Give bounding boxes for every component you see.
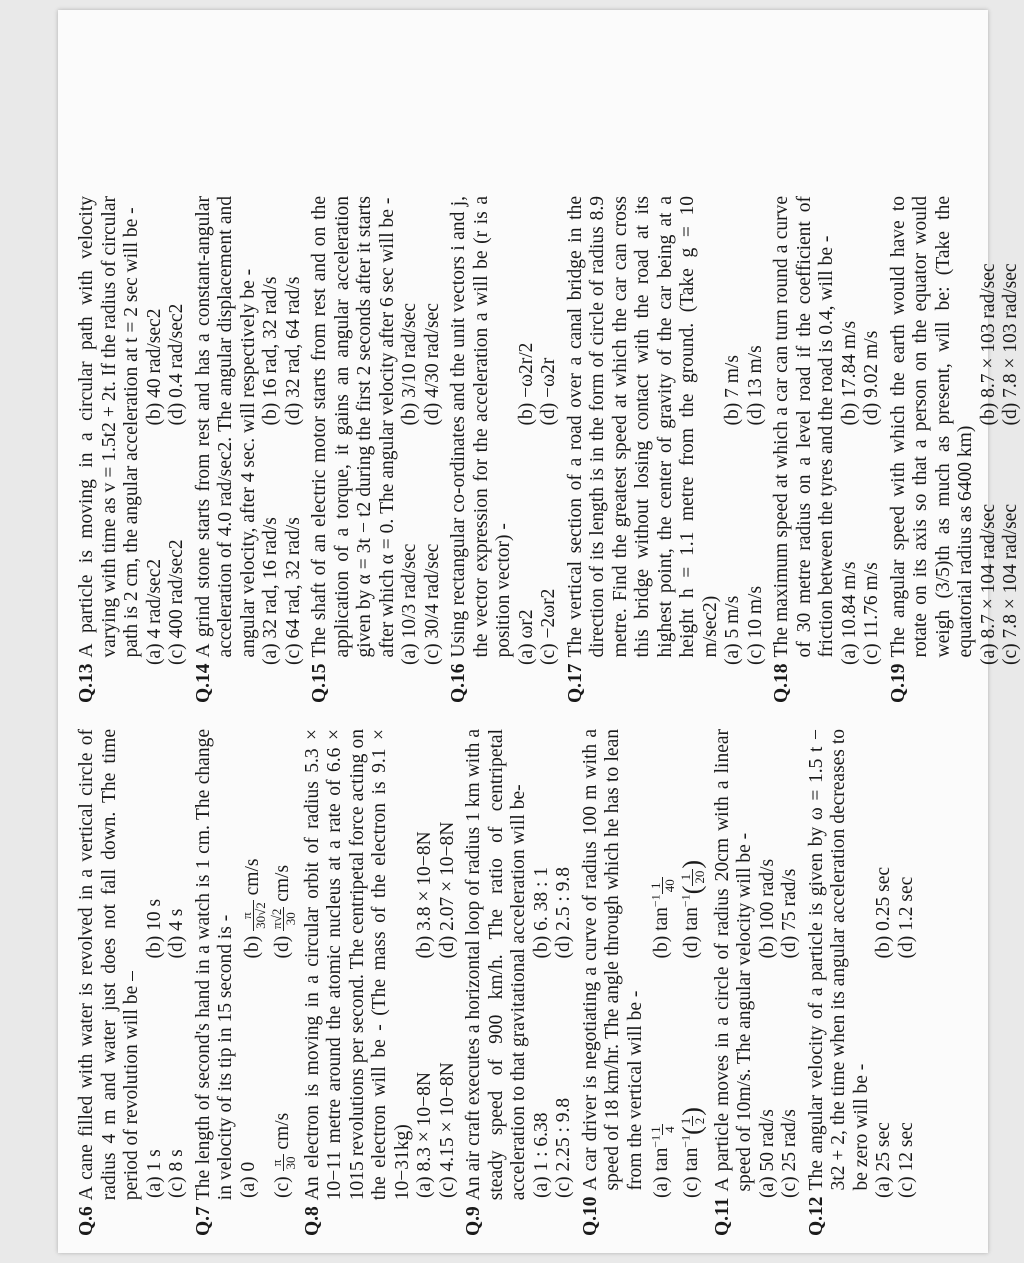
question-number: Q.14 bbox=[192, 663, 214, 703]
question-block bbox=[580, 729, 708, 1236]
numerator: 1 bbox=[678, 1117, 694, 1125]
numerator: 1 bbox=[649, 877, 663, 894]
question-number: Q.12 bbox=[805, 1196, 827, 1236]
question-block bbox=[193, 196, 306, 703]
option-label: (d) 9.02 m/s bbox=[861, 330, 882, 426]
question-number: Q.15 bbox=[309, 663, 330, 703]
option: (c) $\tan^{-1}$( 1 2 ) bbox=[677, 1107, 708, 1198]
option-label: (d) 7.8 × 103 rad/sec bbox=[1000, 263, 1021, 426]
question-number: Q.16 bbox=[448, 663, 469, 703]
fraction bbox=[270, 1154, 297, 1171]
question-head bbox=[193, 729, 238, 1236]
option-label: (b) 0.25 sec bbox=[873, 866, 895, 959]
option bbox=[873, 729, 896, 959]
question-text: A particle moves in a circle of radius 20cm with a linear speed of 10m/s. The angular velocity will be - bbox=[711, 729, 756, 1192]
option bbox=[861, 436, 884, 666]
option bbox=[437, 729, 460, 959]
question-text: Using rectangular co-ordinates and the unit vectors i and j, the vector expression for the acceleration a will be (r is a position vector) - bbox=[448, 196, 514, 658]
question-block bbox=[302, 729, 460, 1236]
options bbox=[260, 196, 305, 665]
option-label: (b) 16 rad, 32 rad/s bbox=[260, 276, 281, 426]
question-head bbox=[463, 729, 531, 1236]
denominator: 30 bbox=[282, 912, 298, 926]
option bbox=[745, 196, 768, 426]
option-label: (a) 10/3 rad/sec bbox=[399, 543, 420, 665]
numerator: 1 bbox=[648, 1126, 664, 1133]
option bbox=[896, 969, 919, 1199]
options bbox=[722, 196, 767, 665]
question-text: The angular velocity of a particle is given by ω = 1.5 t − 3t2 + 2, the time when its angular acceleration decreases to be zero will be - bbox=[805, 729, 872, 1191]
option-label: (a) 4 rad/sec2 bbox=[143, 558, 165, 665]
options bbox=[647, 729, 708, 1198]
question-head bbox=[193, 196, 261, 703]
question-number: Q.18 bbox=[771, 663, 792, 703]
question-head bbox=[712, 729, 757, 1236]
option-label: (d) 2.07 × 10−8N bbox=[436, 821, 458, 959]
option bbox=[144, 436, 167, 666]
option bbox=[553, 729, 576, 959]
option-label: (b) 3.8 × 10−8N bbox=[414, 831, 435, 959]
option-label: (b) 10 s bbox=[143, 898, 165, 959]
option-label: (d) 0.4 rad/sec2 bbox=[166, 303, 187, 426]
question-block bbox=[309, 196, 444, 703]
option bbox=[722, 436, 745, 666]
option bbox=[399, 436, 422, 666]
denominator: 30√2 bbox=[252, 902, 268, 929]
options bbox=[238, 729, 298, 1198]
option-label: (a) 50 rad/s bbox=[756, 1109, 778, 1198]
unit-label: cm/s bbox=[241, 858, 263, 896]
question-number: Q.17 bbox=[564, 663, 586, 703]
question-block bbox=[76, 729, 189, 1236]
question-head bbox=[580, 729, 648, 1236]
option bbox=[647, 729, 677, 959]
option bbox=[516, 436, 539, 666]
option-label: (c) 10 m/s bbox=[744, 585, 766, 665]
option-label: (c) 4.15 × 10−8N bbox=[436, 1062, 458, 1198]
option bbox=[896, 729, 919, 959]
numerator: π√2 bbox=[268, 908, 284, 929]
option-label: (c) 25 rad/s bbox=[779, 1109, 801, 1198]
inverse-exponent: −1 bbox=[678, 1134, 693, 1148]
unit-label: cm/s bbox=[271, 1112, 293, 1150]
option bbox=[978, 196, 1001, 426]
option-label: (d) 32 rad, 64 rad/s bbox=[282, 276, 304, 426]
option bbox=[238, 729, 268, 959]
option bbox=[1000, 436, 1023, 666]
option-label: (c) 12 sec bbox=[895, 1122, 917, 1198]
option-label: (c) 64 rad, 32 rad/s bbox=[282, 517, 304, 665]
option bbox=[166, 196, 189, 426]
question-text: The angular speed with which the earth would have to rotate on its axis so that a person on the equator would weigh (3/5)th as much as present, will be: (Take the equatorial radius as 6400 km) bbox=[887, 196, 976, 658]
option-label: (c) 7.8 × 104 rad/sec bbox=[1000, 504, 1021, 665]
fraction bbox=[679, 869, 706, 886]
question-block bbox=[565, 196, 768, 703]
question-text: A grind stone starts from rest and has a constant-angular acceleration of 4.0 rad/sec2. The angular displacement and angular velocity, after 4 sec. will respectively be - bbox=[192, 196, 259, 658]
option bbox=[722, 196, 745, 426]
rotated-content bbox=[76, 196, 1021, 1236]
option bbox=[260, 196, 283, 426]
question-text: The length of second's hand in a watch is 1 cm. The change in velocity of its tip in 15 second is - bbox=[192, 729, 236, 1201]
option-label: (b) 17.84 m/s bbox=[838, 320, 860, 426]
question-number: Q.9 bbox=[463, 1206, 484, 1236]
denominator: 20 bbox=[692, 870, 708, 884]
question-head bbox=[76, 196, 144, 703]
option-label: (a) 25 sec bbox=[873, 1122, 895, 1198]
question-number: Q.11 bbox=[711, 1197, 733, 1236]
option bbox=[839, 436, 862, 666]
option-label: (c) bbox=[271, 1176, 293, 1198]
question-number: Q.8 bbox=[301, 1206, 323, 1236]
option-label: (b) bbox=[241, 935, 263, 959]
option bbox=[839, 196, 862, 426]
option-label: (d) 4/30 rad/sec bbox=[421, 303, 443, 426]
option bbox=[861, 196, 884, 426]
numerator: π bbox=[240, 900, 254, 931]
option bbox=[422, 196, 445, 426]
question-block bbox=[806, 729, 919, 1236]
question-text: The maximum speed at which a car can turn round a curve of 30 metre radius on a level road if the coefficient of friction between the tyres and the road is 0.4, will be - bbox=[771, 196, 837, 658]
document-page bbox=[58, 10, 1021, 1253]
options bbox=[757, 729, 802, 1198]
option-label: (b) 8.7 × 103 rad/sec bbox=[977, 263, 999, 426]
option-label: (c) tan bbox=[681, 1147, 702, 1198]
option-label: (b) −ω2r/2 bbox=[515, 342, 537, 426]
question-block bbox=[888, 196, 1023, 703]
option-label: (d) 4 s bbox=[166, 908, 187, 959]
option bbox=[166, 436, 189, 666]
option bbox=[260, 436, 283, 666]
option-label: (a) 1 : 6.38 bbox=[530, 1112, 552, 1198]
question-block bbox=[463, 729, 576, 1236]
option bbox=[757, 729, 780, 959]
option bbox=[516, 196, 539, 426]
option-label: (d) −ω2r bbox=[538, 357, 559, 426]
options bbox=[144, 729, 189, 1198]
question-text: A cane filled with water is revolved in a vertical circle of radius 4 m and water just does not fall down. The time period of revolution will be – bbox=[76, 729, 142, 1201]
option-label: (c) 400 rad/sec2 bbox=[166, 539, 187, 665]
question-text: The vertical section of a road over a canal bridge in the direction of its length is in the form of circle of radius 8.9 metre. Find the greatest speed at which the car can cross this bridge without losing contact with the road at its highest point, the center of gravity of the car being at a height h = 1.1 metre from the ground. (Take g = 10 m/sec2) bbox=[564, 196, 721, 658]
right-column bbox=[76, 196, 1021, 703]
question-head bbox=[771, 196, 839, 703]
option-label: (d) 13 m/s bbox=[744, 345, 766, 426]
option bbox=[978, 436, 1001, 666]
option-label: (a) 10.84 m/s bbox=[838, 561, 860, 665]
inverse-exponent: −1 bbox=[678, 894, 693, 908]
question-text: The shaft of an electric motor starts from rest and on the application of a torque, it gains an angular acceleration given by α = 3t − t2 during the first 2 seconds after it starts after which α = 0. The angular velocity after 6 sec will be - bbox=[309, 196, 398, 658]
inverse-exponent: −1 bbox=[648, 1134, 663, 1148]
question-number: Q.6 bbox=[76, 1206, 97, 1236]
option-label: (c) 30/4 rad/sec bbox=[421, 543, 443, 665]
option bbox=[745, 436, 768, 666]
option bbox=[538, 436, 561, 666]
option bbox=[144, 729, 167, 959]
option-label: (b) 7 m/s bbox=[722, 355, 743, 426]
option-label: (d) 2.5 : 9.8 bbox=[553, 866, 574, 959]
option bbox=[553, 969, 576, 1199]
question-block bbox=[448, 196, 561, 703]
option bbox=[268, 729, 298, 959]
option-label: (d) 1.2 sec bbox=[895, 876, 917, 959]
option bbox=[647, 969, 677, 1199]
option bbox=[414, 969, 437, 1199]
option-label: (a) 0 bbox=[237, 1161, 259, 1198]
option bbox=[531, 969, 554, 1199]
option-label: (b) tan bbox=[651, 907, 672, 959]
numerator: π bbox=[270, 1154, 284, 1171]
question-head bbox=[76, 729, 144, 1236]
option-label: (c) 8 s bbox=[166, 1149, 187, 1198]
option bbox=[399, 196, 422, 426]
option: (d) $\tan^{-1}$( 1 20 ) bbox=[677, 859, 708, 959]
question-block bbox=[193, 729, 298, 1236]
question-text: An electron is moving in a circular orbit of radius 5.3 × 10−11 metre around the atomic nucleus at a rate of 6.6 × 1015 revolutions per second. The centripetal force acting on the electron will be - (The mass of the electron is 9.1 × 10−31kg) bbox=[301, 729, 413, 1201]
option-label: (b) 3/10 rad/sec bbox=[399, 303, 420, 426]
option bbox=[1000, 196, 1023, 426]
option-label: (b) 6. 38 : 1 bbox=[530, 866, 552, 959]
options bbox=[978, 196, 1023, 665]
option bbox=[144, 196, 167, 426]
fraction bbox=[240, 900, 267, 931]
option-label: (c) 11.76 m/s bbox=[861, 562, 882, 665]
options bbox=[399, 196, 444, 665]
option-label: (a) 8.7 × 104 rad/sec bbox=[977, 504, 999, 665]
option-label: (d) 75 rad/s bbox=[779, 868, 801, 959]
option-label: (c) 2.25 : 9.8 bbox=[553, 1097, 574, 1198]
fraction bbox=[649, 877, 676, 894]
fraction bbox=[679, 1116, 706, 1127]
option-label: (d) tan bbox=[681, 907, 702, 959]
option bbox=[166, 729, 189, 959]
question-number: Q.13 bbox=[76, 663, 97, 703]
question-head bbox=[448, 196, 516, 703]
option-label: (a) 1 s bbox=[143, 1149, 165, 1198]
option bbox=[238, 969, 268, 1199]
options bbox=[414, 729, 459, 1198]
question-number: Q.10 bbox=[579, 1196, 601, 1236]
question-number: Q.7 bbox=[192, 1206, 214, 1236]
question-text: A car driver is negotiating a curve of radius 100 m with a speed of 18 km/hr. The angle through which he has to lean from the vertical will be - bbox=[579, 729, 646, 1191]
unit-label: cm/s bbox=[271, 864, 293, 902]
options bbox=[531, 729, 576, 1198]
option-label: (b) 100 rad/s bbox=[756, 858, 778, 959]
question-number: Q.19 bbox=[887, 663, 909, 703]
option bbox=[283, 196, 306, 426]
option bbox=[538, 196, 561, 426]
options bbox=[144, 196, 189, 665]
option-label: (b) 40 rad/sec2 bbox=[143, 308, 165, 426]
option bbox=[779, 729, 802, 959]
question-head bbox=[806, 729, 874, 1236]
denominator: 40 bbox=[662, 879, 678, 893]
question-block bbox=[76, 196, 189, 703]
inverse-exponent: −1 bbox=[648, 894, 663, 908]
option-label: (a) 5 m/s bbox=[722, 595, 743, 665]
question-head bbox=[309, 196, 399, 703]
question-head bbox=[302, 729, 415, 1236]
option bbox=[166, 969, 189, 1199]
option bbox=[757, 969, 780, 1199]
option-label: (d) bbox=[271, 935, 293, 959]
option-label: (a) tan bbox=[651, 1147, 672, 1198]
option bbox=[268, 969, 298, 1199]
options bbox=[873, 729, 918, 1198]
option bbox=[873, 969, 896, 1199]
denominator: 30 bbox=[282, 1156, 298, 1170]
options bbox=[516, 196, 561, 665]
question-block bbox=[712, 729, 802, 1236]
option-label: (a) 32 rad, 16 rad/s bbox=[260, 517, 281, 665]
question-head bbox=[565, 196, 723, 703]
question-block bbox=[771, 196, 884, 703]
question-text: A particle is moving in a circular path with velocity varying with time as v = 1.5t2 + 2t. If the radius of circular path is 2 cm, the angular acceleration at t = 2 sec will be - bbox=[76, 196, 142, 658]
numerator: 1 bbox=[679, 869, 693, 886]
denominator: 4 bbox=[662, 1126, 678, 1133]
option bbox=[144, 969, 167, 1199]
option-label: (a) ωr2 bbox=[515, 609, 537, 665]
option bbox=[531, 729, 554, 959]
option-label: (a) 8.3 × 10−8N bbox=[414, 1072, 435, 1198]
fraction bbox=[649, 1124, 676, 1135]
option bbox=[437, 969, 460, 1199]
option bbox=[422, 436, 445, 666]
option bbox=[414, 729, 437, 959]
left-column bbox=[76, 729, 956, 1236]
denominator: 2 bbox=[692, 1117, 708, 1125]
question-head bbox=[888, 196, 978, 703]
fraction bbox=[270, 907, 297, 931]
option bbox=[779, 969, 802, 1199]
question-text: An air craft executes a horizontal loop of radius 1 km with a steady speed of 900 km/h. The ratio of centripetal acceleration to that gravitational acceleration will be- bbox=[463, 729, 529, 1201]
option bbox=[283, 436, 306, 666]
option-label: (c) −2ωr2 bbox=[538, 588, 559, 665]
options bbox=[839, 196, 884, 665]
